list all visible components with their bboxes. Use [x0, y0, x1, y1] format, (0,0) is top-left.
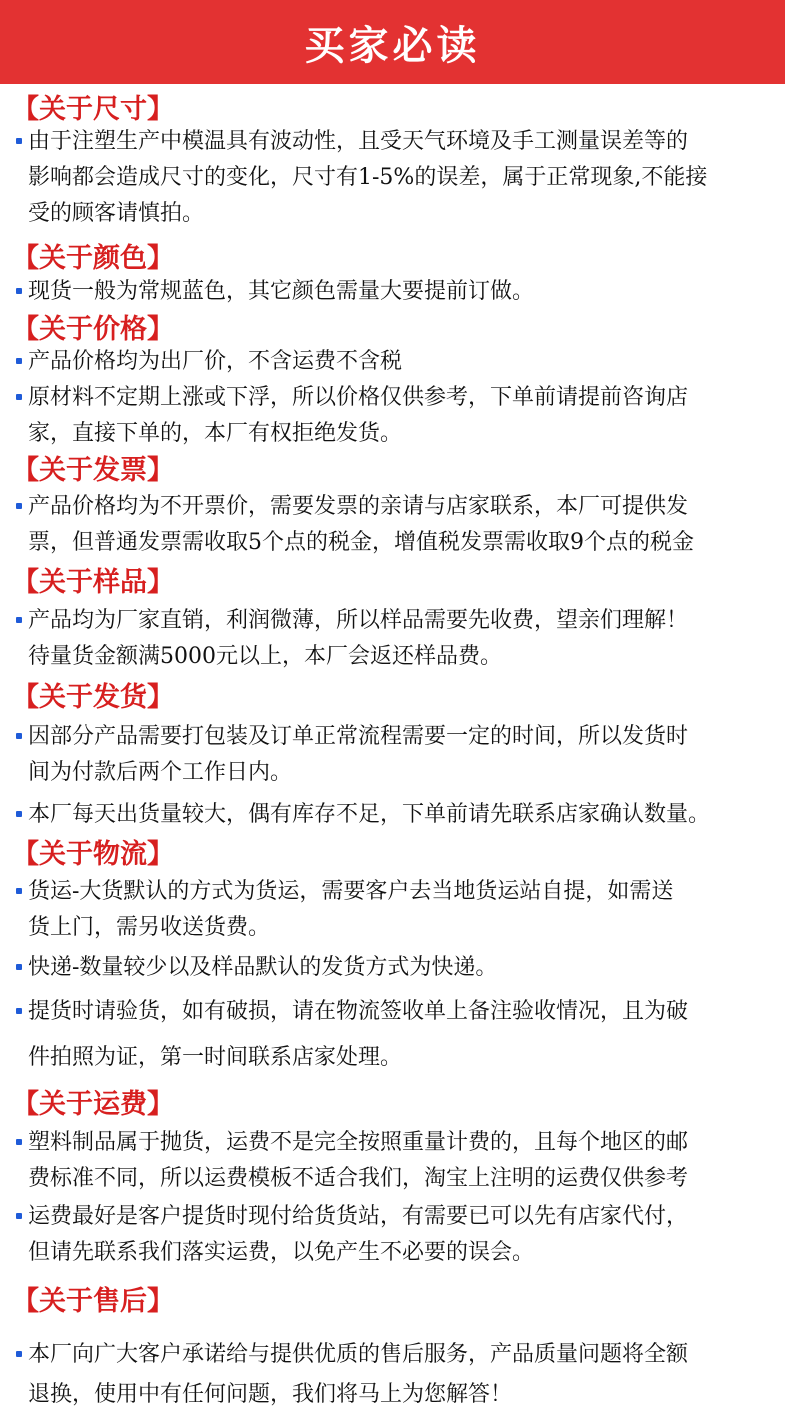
bullet-icon — [16, 1351, 22, 1357]
section-title-color — [12, 245, 174, 272]
after-sales-paragraph-1 — [16, 1337, 776, 1413]
page-title: 买家必读 — [304, 21, 481, 69]
page-header-banner — [0, 0, 785, 84]
bullet-icon — [16, 1139, 22, 1145]
bullet-icon — [16, 1008, 22, 1014]
left-bracket-glyph: 【 — [12, 243, 39, 274]
paragraph-line: 影响都会造成尺寸的变化，尺寸有1-5%的误差，属于正常现象,不能接 — [28, 165, 708, 190]
paragraph-line: 票，但普通发票需收取5个点的税金，增值税发票需收取9个点的税金 — [28, 530, 694, 555]
paragraph-line: 待量货金额满5000元以上，本厂会返还样品费。 — [28, 644, 502, 669]
paragraph-line: 家，直接下单的，本厂有权拒绝发货。 — [28, 421, 403, 446]
bullet-icon — [16, 138, 22, 144]
right-bracket-glyph: 】 — [147, 567, 174, 598]
paragraph-line: 现货一般为常规蓝色，其它颜色需量大要提前订做。 — [16, 274, 776, 310]
freight-paragraph-2 — [16, 1199, 776, 1271]
left-bracket-glyph: 【 — [12, 94, 39, 125]
section-title-freight — [12, 1091, 174, 1118]
paragraph-line: 但请先联系我们落实运费，以免产生不必要的误会。 — [28, 1240, 535, 1265]
left-bracket-glyph: 【 — [12, 567, 39, 598]
right-bracket-glyph: 】 — [147, 682, 174, 713]
left-bracket-glyph: 【 — [12, 1286, 39, 1317]
section-title-invoice — [12, 457, 174, 484]
paragraph-line: 由于注塑生产中模温具有波动性，且受天气环境及手工测量误差等的 — [16, 124, 776, 160]
section-title-text: 关于价格 — [39, 314, 147, 345]
logistics-paragraph-2 — [16, 950, 776, 986]
paragraph-line: 间为付款后两个工作日内。 — [28, 760, 293, 785]
price-paragraph-2 — [16, 380, 776, 452]
section-title-text: 关于发货 — [39, 682, 147, 713]
paragraph-line: 产品价格均为出厂价，不含运费不含税 — [16, 344, 776, 380]
paragraph-line: 本厂每天出货量较大，偶有库存不足，下单前请先联系店家确认数量。 — [16, 797, 776, 833]
shipping-paragraph-1 — [16, 719, 776, 791]
section-title-text: 关于运费 — [39, 1089, 147, 1120]
bullet-icon — [16, 888, 22, 894]
bullet-icon — [16, 358, 22, 364]
right-bracket-glyph: 】 — [147, 314, 174, 345]
paragraph-line: 件拍照为证，第一时间联系店家处理。 — [28, 1045, 403, 1070]
left-bracket-glyph: 【 — [12, 314, 39, 345]
paragraph-line: 因部分产品需要打包装及订单正常流程需要一定的时间，所以发货时 — [16, 719, 776, 755]
paragraph-line: 原材料不定期上涨或下浮，所以价格仅供参考，下单前请提前咨询店 — [16, 380, 776, 416]
bullet-icon — [16, 1213, 22, 1219]
paragraph-line: 费标准不同，所以运费模板不适合我们，淘宝上注明的运费仅供参考 — [28, 1166, 689, 1191]
paragraph-line: 快递-数量较少以及样品默认的发货方式为快递。 — [16, 950, 776, 986]
paragraph-line: 提货时请验货，如有破损，请在物流签收单上备注验收情况，且为破 — [16, 994, 776, 1030]
paragraph-line: 塑料制品属于抛货，运费不是完全按照重量计费的，且每个地区的邮 — [16, 1125, 776, 1161]
section-title-shipping — [12, 684, 174, 711]
size-paragraph-1 — [16, 124, 776, 232]
paragraph-line: 产品均为厂家直销，利润微薄，所以样品需要先收费，望亲们理解！ — [16, 603, 776, 639]
section-title-text: 关于发票 — [39, 455, 147, 486]
right-bracket-glyph: 】 — [147, 1286, 174, 1317]
paragraph-line: 货运-大货默认的方式为货运，需要客户去当地货运站自提，如需送 — [16, 874, 776, 910]
freight-paragraph-1 — [16, 1125, 776, 1197]
left-bracket-glyph: 【 — [12, 1089, 39, 1120]
section-title-text: 关于物流 — [39, 839, 147, 870]
section-title-text: 关于售后 — [39, 1286, 147, 1317]
logistics-paragraph-3 — [16, 994, 776, 1076]
logistics-paragraph-1 — [16, 874, 776, 946]
left-bracket-glyph: 【 — [12, 839, 39, 870]
color-paragraph-1 — [16, 274, 776, 310]
paragraph-line: 产品价格均为不开票价，需要发票的亲请与店家联系，本厂可提供发 — [16, 489, 776, 525]
section-title-sample — [12, 569, 174, 596]
invoice-paragraph-1 — [16, 489, 776, 561]
section-title-text: 关于颜色 — [39, 243, 147, 274]
paragraph-line: 受的顾客请慎拍。 — [28, 201, 205, 226]
right-bracket-glyph: 】 — [147, 839, 174, 870]
right-bracket-glyph: 】 — [147, 455, 174, 486]
paragraph-line: 退换，使用中有任何问题，我们将马上为您解答！ — [28, 1382, 513, 1407]
bullet-icon — [16, 394, 22, 400]
bullet-icon — [16, 733, 22, 739]
bullet-icon — [16, 288, 22, 294]
left-bracket-glyph: 【 — [12, 682, 39, 713]
price-paragraph-1 — [16, 344, 776, 380]
section-title-after-sales — [12, 1288, 174, 1315]
right-bracket-glyph: 】 — [147, 243, 174, 274]
paragraph-line: 运费最好是客户提货时现付给货货站，有需要已可以先有店家代付， — [16, 1199, 776, 1235]
left-bracket-glyph: 【 — [12, 455, 39, 486]
bullet-icon — [16, 617, 22, 623]
shipping-paragraph-2 — [16, 797, 776, 833]
right-bracket-glyph: 】 — [147, 1089, 174, 1120]
paragraph-line: 本厂向广大客户承诺给与提供优质的售后服务，产品质量问题将全额 — [16, 1337, 776, 1373]
bullet-icon — [16, 964, 22, 970]
section-title-size — [12, 96, 174, 123]
sample-paragraph-1 — [16, 603, 776, 675]
bullet-icon — [16, 503, 22, 509]
section-title-text: 关于样品 — [39, 567, 147, 598]
section-title-text: 关于尺寸 — [39, 94, 147, 125]
paragraph-line: 货上门，需另收送货费。 — [28, 915, 271, 940]
section-title-price — [12, 316, 174, 343]
bullet-icon — [16, 811, 22, 817]
right-bracket-glyph: 】 — [147, 94, 174, 125]
section-title-logistics — [12, 841, 174, 868]
